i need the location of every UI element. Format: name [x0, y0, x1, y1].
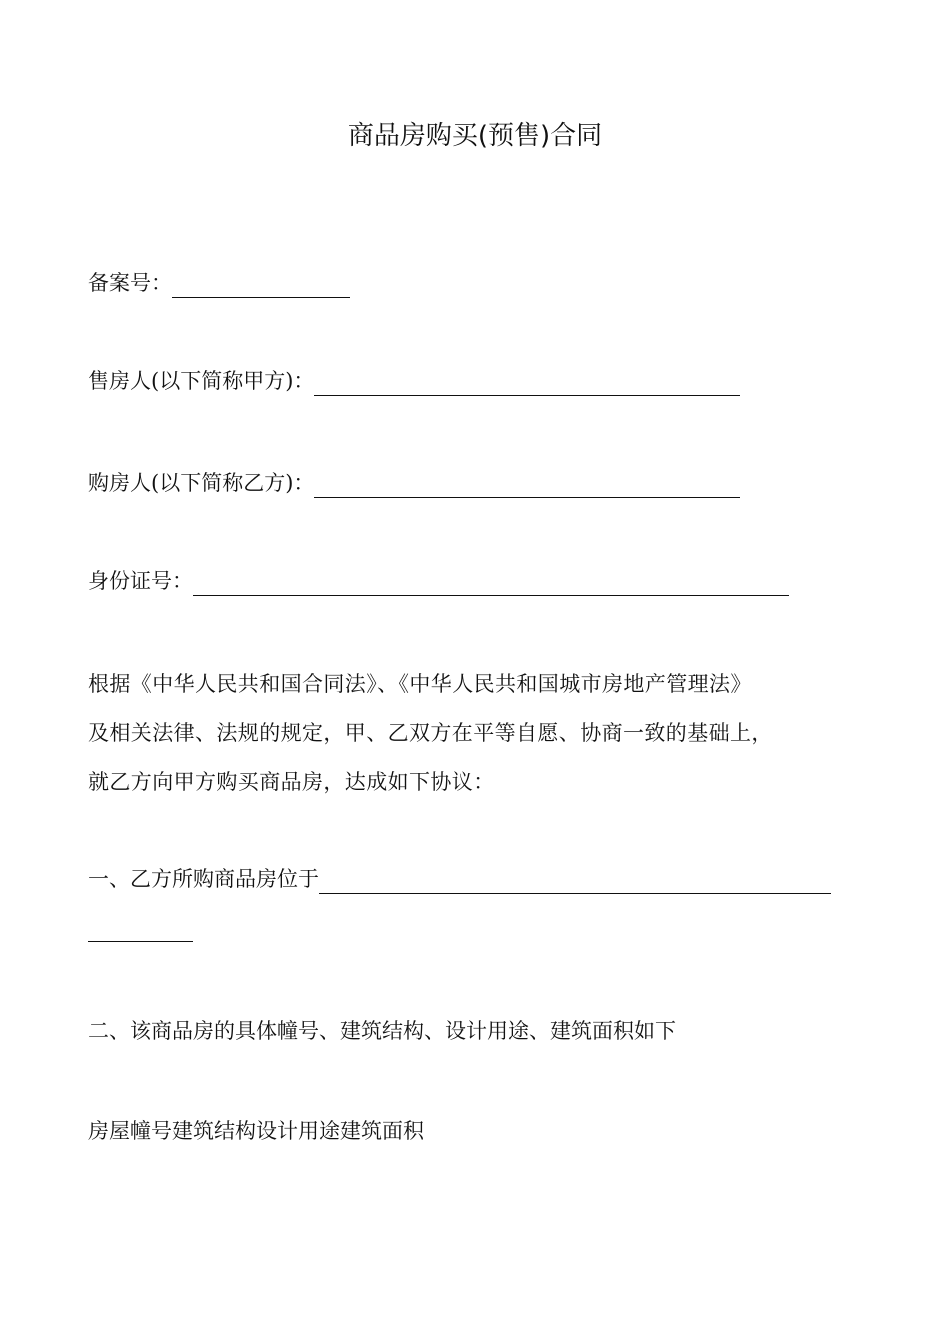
clause-1-blank [319, 871, 831, 894]
preamble-paragraph [88, 660, 868, 807]
record-number-row [88, 268, 350, 298]
seller-row [88, 366, 740, 396]
preamble-line: 就乙方向甲方购买商品房，达成如下协议： [88, 770, 495, 794]
seller-label: 售房人(以下简称甲方)： [88, 369, 315, 393]
seller-blank [314, 373, 740, 396]
clause-2: 二、该商品房的具体幢号、建筑结构、设计用途、建筑面积如下 [88, 1019, 676, 1043]
clause-1-label: 一、乙方所购商品房位于 [88, 867, 319, 891]
preamble-line: 及相关法律、法规的规定，甲、乙双方在平等自愿、协商一致的基础上， [88, 721, 773, 745]
id-number-label: 身份证号： [88, 569, 193, 593]
buyer-label: 购房人(以下简称乙方)： [88, 471, 315, 495]
record-number-label: 备案号： [88, 271, 172, 295]
contract-title: 商品房购买(预售)合同 [347, 121, 603, 151]
record-number-blank [172, 275, 350, 298]
clause-1-row [88, 864, 831, 894]
buyer-row [88, 468, 740, 498]
id-number-blank [193, 573, 789, 596]
id-number-row [88, 566, 789, 596]
clause-1-blank-continued [88, 917, 193, 942]
table-header-row: 房屋幢号建筑结构设计用途建筑面积 [88, 1119, 424, 1143]
preamble-line: 根据《中华人民共和国合同法》、《中华人民共和国城市房地产管理法》 [88, 672, 752, 696]
buyer-blank [314, 475, 740, 498]
